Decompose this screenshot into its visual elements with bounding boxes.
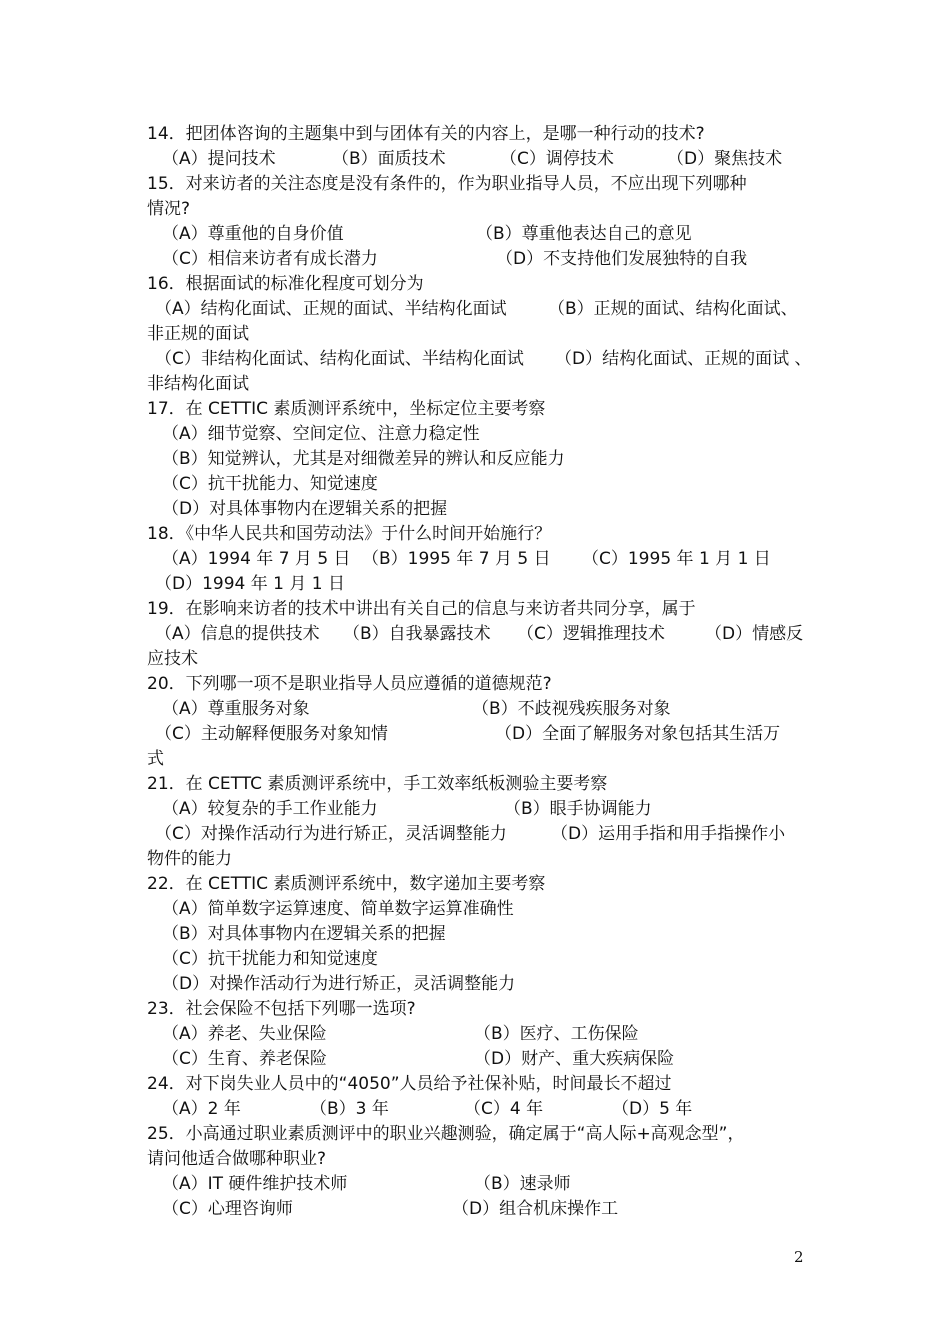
option-d: （D）聚焦技术 [667,149,783,169]
option-c: （C）4 年 [464,1099,544,1119]
question-19-stem: 19．在影响来访者的技术中讲出有关自己的信息与来访者共同分享，属于 [147,599,696,619]
question-22-stem: 22．在 CETTIC 素质测评系统中，数字递加主要考察 [147,874,546,894]
question-16-options-row1 [155,297,825,322]
question-21-options-row2 [155,822,825,847]
question-23-options-row1 [162,1022,822,1047]
question-20-options-row1 [162,697,822,722]
question-16-options-row2 [155,347,825,372]
question-15-stem-line1: 15．对来访者的关注态度是没有条件的，作为职业指导人员，不应出现下列哪种 [147,174,747,194]
question-22-option-c: （C）抗干扰能力和知觉速度 [162,949,378,969]
option-c: （C）逻辑推理技术 [517,624,665,644]
option-c: （C）心理咨询师 [162,1199,293,1219]
question-17-stem: 17．在 CETTIC 素质测评系统中，坐标定位主要考察 [147,399,546,419]
question-24-options [162,1097,822,1122]
option-d: （D）全面了解服务对象包括其生活万 [495,724,781,744]
option-b: （B）3 年 [310,1099,389,1119]
question-24-stem: 24．对下岗失业人员中的“4050”人员给予社保补贴，时间最长不超过 [147,1074,672,1094]
question-25-stem-line1: 25．小高通过职业素质测评中的职业兴趣测验，确定属于“高人际+高观念型”， [147,1124,745,1144]
question-17-option-b: （B）知觉辨认，尤其是对细微差异的辨认和反应能力 [162,449,565,469]
option-a: （A）较复杂的手工作业能力 [162,799,378,819]
option-b: （B）面质技术 [332,149,446,169]
question-17-option-c: （C）抗干扰能力、知觉速度 [162,474,378,494]
question-19-option-d-continued: 应技术 [147,649,198,669]
question-16-option-b-continued: 非正规的面试 [147,324,249,344]
option-a: （A）养老、失业保险 [162,1024,327,1044]
option-b: （B）医疗、工伤保险 [474,1024,639,1044]
question-15-stem-line2: 情况? [147,199,191,219]
question-19-options [155,622,825,647]
option-b: （B）自我暴露技术 [343,624,491,644]
question-25-stem-line2: 请问他适合做哪种职业? [147,1149,327,1169]
option-a: （A）结构化面试、正规的面试、半结构化面试 [155,299,507,319]
question-15-options-row1 [162,222,822,247]
question-18-option-d: （D）1994 年 1 月 1 日 [155,574,346,594]
question-16-option-d-continued: 非结构化面试 [147,374,249,394]
question-17-option-a: （A）细节觉察、空间定位、注意力稳定性 [162,424,480,444]
page-number: 2 [794,1248,804,1266]
question-18-stem: 18．《中华人民共和国劳动法》于什么时间开始施行？ [147,524,552,544]
question-14-options [162,147,822,172]
option-b: （B）尊重他表达自己的意见 [476,224,692,244]
question-20-stem: 20．下列哪一项不是职业指导人员应遵循的道德规范? [147,674,552,694]
option-b: （B）1995 年 7 月 5 日 [362,549,551,569]
option-c: （C）1995 年 1 月 1 日 [582,549,771,569]
option-a: （A）尊重服务对象 [162,699,310,719]
option-d: （D）5 年 [612,1099,693,1119]
option-d: （D）情感反 [705,624,804,644]
option-c: （C）对操作活动行为进行矫正，灵活调整能力 [155,824,507,844]
option-d: （D）结构化面试、正规的面试 、 [555,349,812,369]
option-b: （B）速录师 [474,1174,571,1194]
option-a: （A）2 年 [162,1099,241,1119]
option-a: （A）1994 年 7 月 5 日 [162,549,351,569]
question-16-stem: 16．根据面试的标准化程度可划分为 [147,274,424,294]
option-a: （A）信息的提供技术 [155,624,320,644]
option-a: （A）提问技术 [162,149,276,169]
question-22-option-a: （A）简单数字运算速度、简单数字运算准确性 [162,899,514,919]
question-18-options-row1 [162,547,822,572]
question-14-stem: 14．把团体咨询的主题集中到与团体有关的内容上，是哪一种行动的技术? [147,124,705,144]
option-c: （C）生育、养老保险 [162,1049,327,1069]
option-c: （C）非结构化面试、结构化面试、半结构化面试 [155,349,524,369]
question-23-stem: 23．社会保险不包括下列哪一选项? [147,999,416,1019]
option-a: （A）IT 硬件维护技术师 [162,1174,348,1194]
option-b: （B）正规的面试、结构化面试、 [548,299,798,319]
option-b: （B）不歧视残疾服务对象 [472,699,671,719]
question-15-options-row2 [162,247,822,272]
question-25-options-row2 [162,1197,822,1222]
option-d: （D）不支持他们发展独特的自我 [496,249,748,269]
option-d: （D）组合机床操作工 [452,1199,619,1219]
question-21-option-d-continued: 物件的能力 [147,849,232,869]
option-c: （C）主动解释便服务对象知情 [155,724,388,744]
option-c: （C）调停技术 [500,149,614,169]
question-21-stem: 21．在 CETTC 素质测评系统中，手工效率纸板测验主要考察 [147,774,608,794]
option-a: （A）尊重他的自身价值 [162,224,344,244]
question-17-option-d: （D）对具体事物内在逻辑关系的把握 [162,499,448,519]
question-23-options-row2 [162,1047,822,1072]
option-b: （B）眼手协调能力 [504,799,652,819]
option-c: （C）相信来访者有成长潜力 [162,249,378,269]
question-20-option-d-continued: 式 [147,749,164,769]
question-21-options-row1 [162,797,822,822]
option-d: （D）运用手指和用手指操作小 [551,824,786,844]
question-22-option-b: （B）对具体事物内在逻辑关系的把握 [162,924,446,944]
option-d: （D）财产、重大疾病保险 [474,1049,675,1069]
question-20-options-row2 [155,722,825,747]
question-25-options-row1 [162,1172,822,1197]
question-22-option-d: （D）对操作活动行为进行矫正，灵活调整能力 [162,974,516,994]
